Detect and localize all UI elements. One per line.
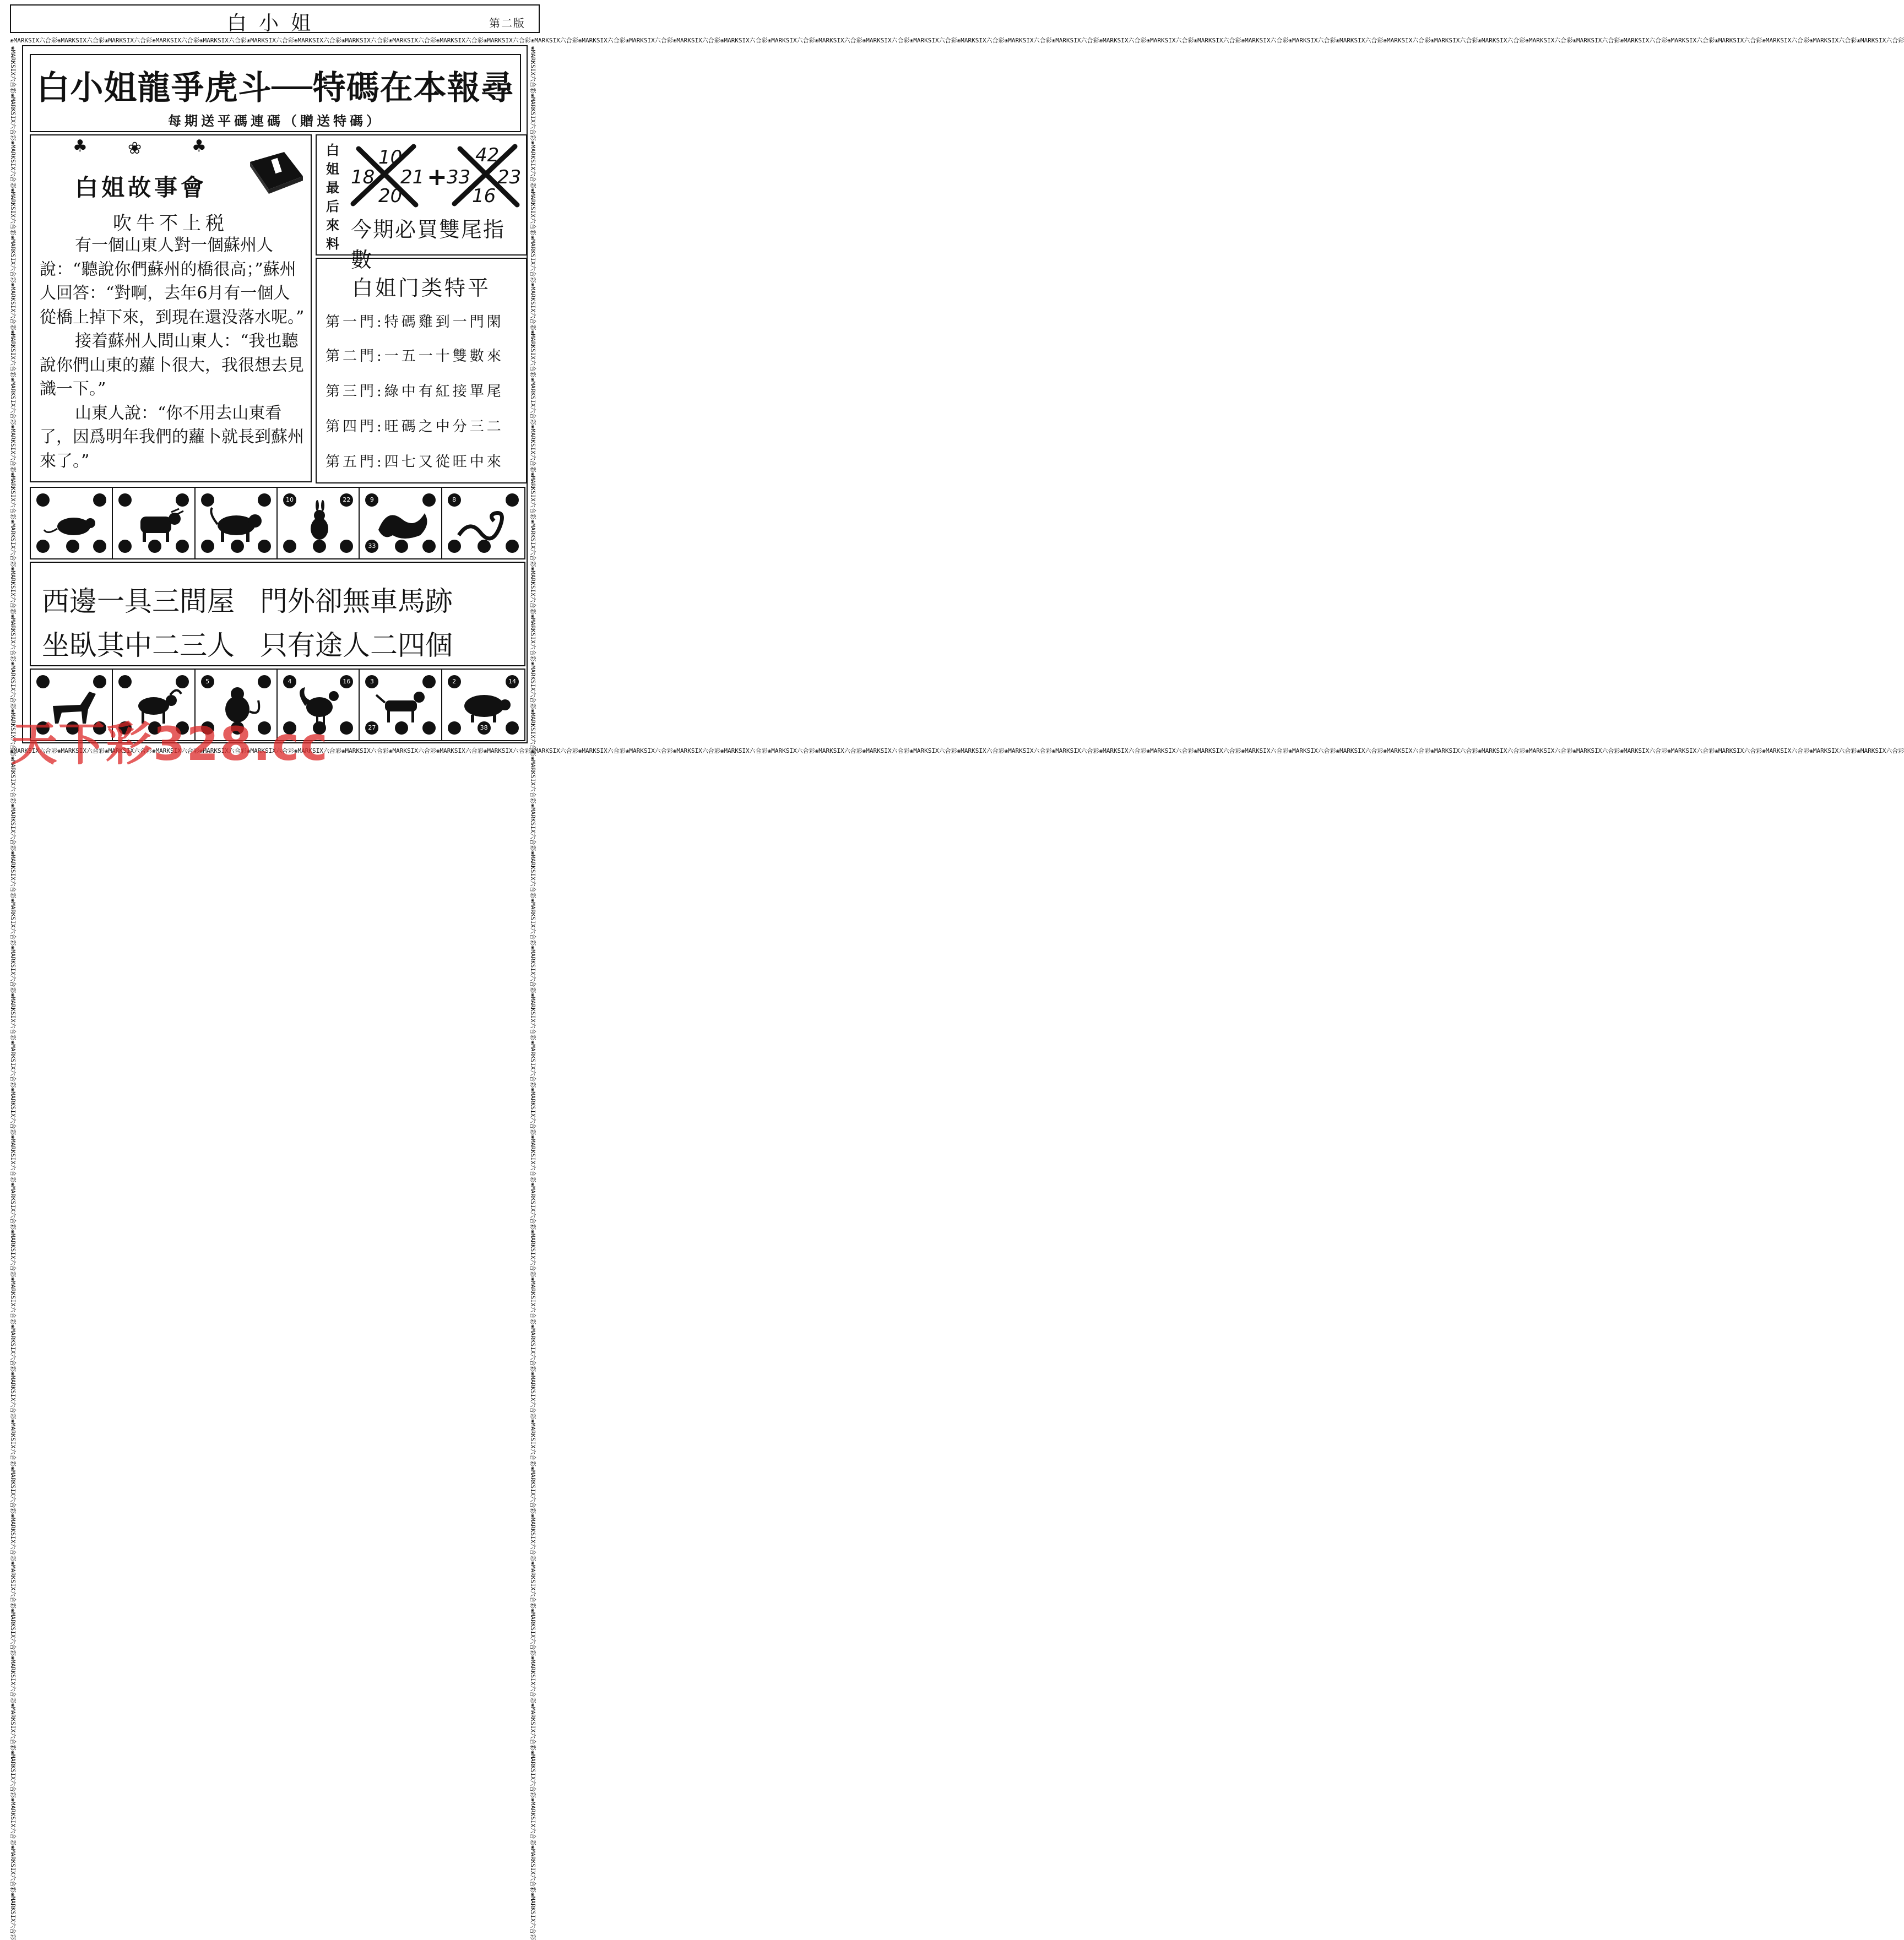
- number-ball: [506, 540, 519, 553]
- story-title: 吹牛不上税: [113, 213, 229, 235]
- number-ball: 10: [283, 493, 296, 507]
- prediction-label: 白姐最后來料: [326, 143, 339, 252]
- rabbit-icon: [289, 502, 350, 544]
- number-ball: [176, 540, 189, 553]
- pig-icon: [453, 684, 515, 726]
- number-ball: [506, 493, 519, 507]
- prediction-caption: 今期必買雙尾指數: [351, 218, 506, 272]
- number-ball: [176, 675, 189, 688]
- paper-name: 白小姐: [226, 12, 323, 35]
- story-heading: 白姐故事會: [75, 174, 208, 201]
- number-ball: [36, 675, 50, 688]
- number-ball: 8: [448, 493, 461, 507]
- number-ball: 22: [340, 493, 353, 507]
- gates-title: 白姐门类特平: [351, 276, 491, 300]
- gate-text: :綠中有紅接單尾: [377, 383, 504, 400]
- number-ball: [313, 540, 326, 553]
- number-ball: 33: [365, 540, 378, 553]
- number-ball: [258, 540, 271, 553]
- number-ball: [340, 721, 353, 735]
- watermark: 天下彩328.cc: [11, 717, 329, 771]
- gate-label: 第一門: [326, 314, 377, 330]
- number-ball: [258, 675, 271, 688]
- number-ball: [258, 493, 271, 507]
- story-paragraph: 山東人說：“你不用去山東看了，因爲明年我們的蘿卜就長到蘇州來了。”: [40, 403, 304, 471]
- number-ball: 4: [283, 675, 296, 688]
- story-panel: [30, 134, 312, 482]
- poem-line: [42, 579, 519, 619]
- zodiac-cell-pig: [442, 670, 524, 740]
- number-ball: [395, 721, 408, 735]
- zodiac-cell-dog: [360, 670, 442, 740]
- gate-label: 第二門: [326, 348, 377, 365]
- prediction-number: 42: [475, 144, 500, 166]
- number-ball: [93, 540, 106, 553]
- border-strip-text: ❀MARKSIX六合彩❀MARKSIX六合彩❀MARKSIX六合彩❀MARKSIX六合彩❀MARKSIX六合彩❀MARKSIX六合彩❀MARKSIX六合彩❀MARKSIX六合彩❀MARKSIX六合彩❀MARKSIX六合彩❀MARKSIX六合彩❀MARKSIX六合彩❀MARKSIX六合彩❀MARKSIX六合彩❀MARKSIX六合彩❀MARKSIX六合彩❀MARKSIX六合彩❀MARKSIX六合彩❀MARKSIX六合彩❀MARKSIX六合彩❀MARKSIX六合彩❀MARKSIX六合彩❀MARKSIX六合彩❀MARKSIX六合彩❀MARKSIX六合彩❀MARKSIX六合彩❀MARKSIX六合彩❀MARKSIX六合彩❀MARKSIX六合彩❀MARKSIX六合彩❀MARKSIX六合彩❀MARKSIX六合彩❀MARKSIX六合彩❀MARKSIX六合彩❀MARKSIX六合彩❀MARKSIX六合彩❀MARKSIX六合彩❀MARKSIX六合彩❀MARKSIX六合彩❀MARKSIX六合彩: [529, 46, 536, 1940]
- poem-phrase: 門外卻無車馬跡: [260, 585, 453, 617]
- number-ball: [148, 540, 161, 553]
- number-ball: 38: [478, 721, 491, 735]
- rat-icon: [42, 502, 104, 544]
- number-ball: [118, 540, 132, 553]
- number-ball: [36, 540, 50, 553]
- gates-panel: [316, 258, 527, 483]
- tulip-icon: ♣: [192, 137, 207, 156]
- poem-phrase: 西邊一具三間屋: [42, 585, 235, 617]
- gate-text: :旺碼之中分三二: [377, 419, 504, 435]
- prediction-panel: [316, 134, 527, 272]
- dragon-icon: [371, 502, 432, 544]
- banner: [30, 54, 521, 132]
- tulip-icon: ♣: [73, 137, 88, 156]
- gate-text: :四七又從旺中來: [377, 454, 504, 470]
- number-ball: [448, 721, 461, 735]
- number-ball: 9: [365, 493, 378, 507]
- prediction-number: 18: [351, 166, 375, 188]
- prediction-number: 10: [378, 146, 403, 169]
- masthead: [10, 4, 540, 33]
- banner-headline: 白小姐龍爭虎斗──特碼在本報尋: [36, 69, 514, 107]
- border-strip-top: [10, 35, 1904, 46]
- number-ball: [93, 493, 106, 507]
- border-strip-right: [529, 46, 541, 1940]
- number-ball: [395, 540, 408, 553]
- number-ball: 14: [506, 675, 519, 688]
- number-ball: [93, 675, 106, 688]
- border-strip-text: ❀MARKSIX六合彩❀MARKSIX六合彩❀MARKSIX六合彩❀MARKSIX六合彩❀MARKSIX六合彩❀MARKSIX六合彩❀MARKSIX六合彩❀MARKSIX六合彩❀MARKSIX六合彩❀MARKSIX六合彩❀MARKSIX六合彩❀MARKSIX六合彩❀MARKSIX六合彩❀MARKSIX六合彩❀MARKSIX六合彩❀MARKSIX六合彩❀MARKSIX六合彩❀MARKSIX六合彩❀MARKSIX六合彩❀MARKSIX六合彩❀MARKSIX六合彩❀MARKSIX六合彩❀MARKSIX六合彩❀MARKSIX六合彩❀MARKSIX六合彩❀MARKSIX六合彩❀MARKSIX六合彩❀MARKSIX六合彩❀MARKSIX六合彩❀MARKSIX六合彩❀MARKSIX六合彩❀MARKSIX六合彩❀MARKSIX六合彩❀MARKSIX六合彩❀MARKSIX六合彩❀MARKSIX六合彩❀MARKSIX六合彩❀MARKSIX六合彩❀MARKSIX六合彩❀MARKSIX六合彩: [10, 747, 1904, 754]
- zodiac-cell-rat: [31, 488, 113, 558]
- gate-item: [326, 450, 504, 471]
- plus-sign: +: [427, 163, 447, 191]
- poem-line: [42, 623, 519, 663]
- story-body: [40, 233, 306, 473]
- number-ball: [66, 540, 79, 553]
- story-paragraph: 接着蘇州人問山東人：“我也聽說你們山東的蘿卜很大，我很想去見識一下。”: [40, 332, 304, 399]
- zodiac-row-top: [30, 487, 525, 559]
- poem-phrase: 坐臥其中二三人: [42, 629, 235, 661]
- number-ball: [340, 540, 353, 553]
- ox-icon: [124, 502, 186, 544]
- number-ball: [448, 540, 461, 553]
- gate-item: [326, 311, 504, 331]
- gate-label: 第四門: [326, 419, 377, 435]
- dog-icon: [371, 684, 432, 726]
- prediction-number: 21: [400, 166, 425, 188]
- poem-panel: [30, 562, 525, 666]
- number-ball: [478, 540, 491, 553]
- book-icon: [246, 151, 305, 195]
- poem-phrase: 只有途人二四個: [260, 629, 453, 661]
- number-ball: [422, 675, 436, 688]
- gate-text: :一五一十雙數來: [377, 348, 504, 365]
- zodiac-cell-rabbit: [278, 488, 360, 558]
- number-ball: [506, 721, 519, 735]
- gate-text: :特碼雞到一門閑: [377, 314, 504, 330]
- number-ball: 3: [365, 675, 378, 688]
- zodiac-cell-dragon: [360, 488, 442, 558]
- gate-label: 第五門: [326, 454, 377, 470]
- number-ball: [231, 540, 244, 553]
- number-ball: 16: [340, 675, 353, 688]
- zodiac-cell-tiger: [196, 488, 278, 558]
- number-ball: [176, 493, 189, 507]
- gate-item: [326, 380, 504, 400]
- gate-item: [326, 415, 504, 436]
- zodiac-cell-snake: [442, 488, 524, 558]
- border-strip-text: ❀MARKSIX六合彩❀MARKSIX六合彩❀MARKSIX六合彩❀MARKSIX六合彩❀MARKSIX六合彩❀MARKSIX六合彩❀MARKSIX六合彩❀MARKSIX六合彩❀MARKSIX六合彩❀MARKSIX六合彩❀MARKSIX六合彩❀MARKSIX六合彩❀MARKSIX六合彩❀MARKSIX六合彩❀MARKSIX六合彩❀MARKSIX六合彩❀MARKSIX六合彩❀MARKSIX六合彩❀MARKSIX六合彩❀MARKSIX六合彩❀MARKSIX六合彩❀MARKSIX六合彩❀MARKSIX六合彩❀MARKSIX六合彩❀MARKSIX六合彩❀MARKSIX六合彩❀MARKSIX六合彩❀MARKSIX六合彩❀MARKSIX六合彩❀MARKSIX六合彩❀MARKSIX六合彩❀MARKSIX六合彩❀MARKSIX六合彩❀MARKSIX六合彩❀MARKSIX六合彩❀MARKSIX六合彩❀MARKSIX六合彩❀MARKSIX六合彩❀MARKSIX六合彩❀MARKSIX六合彩: [9, 46, 17, 1940]
- number-ball: [201, 493, 214, 507]
- number-ball: 27: [365, 721, 378, 735]
- zodiac-cell-ox: [113, 488, 195, 558]
- number-ball: [283, 540, 296, 553]
- flower-icon: ❀: [128, 139, 142, 158]
- prediction-number: 20: [378, 185, 403, 207]
- border-strip-text: ❀MARKSIX六合彩❀MARKSIX六合彩❀MARKSIX六合彩❀MARKSIX六合彩❀MARKSIX六合彩❀MARKSIX六合彩❀MARKSIX六合彩❀MARKSIX六合彩❀MARKSIX六合彩❀MARKSIX六合彩❀MARKSIX六合彩❀MARKSIX六合彩❀MARKSIX六合彩❀MARKSIX六合彩❀MARKSIX六合彩❀MARKSIX六合彩❀MARKSIX六合彩❀MARKSIX六合彩❀MARKSIX六合彩❀MARKSIX六合彩❀MARKSIX六合彩❀MARKSIX六合彩❀MARKSIX六合彩❀MARKSIX六合彩❀MARKSIX六合彩❀MARKSIX六合彩❀MARKSIX六合彩❀MARKSIX六合彩❀MARKSIX六合彩❀MARKSIX六合彩❀MARKSIX六合彩❀MARKSIX六合彩❀MARKSIX六合彩❀MARKSIX六合彩❀MARKSIX六合彩❀MARKSIX六合彩❀MARKSIX六合彩❀MARKSIX六合彩❀MARKSIX六合彩❀MARKSIX六合彩: [10, 37, 1904, 44]
- number-ball: 2: [448, 675, 461, 688]
- number-ball: [36, 493, 50, 507]
- snake-icon: [453, 502, 515, 544]
- edition-label: 第二版: [489, 17, 525, 30]
- number-ball: [422, 721, 436, 735]
- number-ball: [201, 540, 214, 553]
- prediction-number: 23: [497, 166, 522, 188]
- story-paragraph: 有一個山東人對一個蘇州人說：“聽說你們蘇州的橋很高；”蘇州人回答：“對啊，去年6月有一個人從橋上掉下來，到現在還没落水呢。”: [40, 236, 305, 327]
- number-ball: [422, 540, 436, 553]
- gate-item: [326, 345, 504, 365]
- number-ball: 5: [201, 675, 214, 688]
- prediction-number: 16: [472, 185, 496, 207]
- number-ball: [422, 493, 436, 507]
- gate-label: 第三門: [326, 383, 377, 400]
- tiger-icon: [207, 502, 268, 544]
- prediction-number: 33: [447, 166, 471, 188]
- border-strip-left: [9, 46, 21, 1940]
- banner-subline: 每期送平碼連碼（贈送特碼）: [168, 113, 383, 129]
